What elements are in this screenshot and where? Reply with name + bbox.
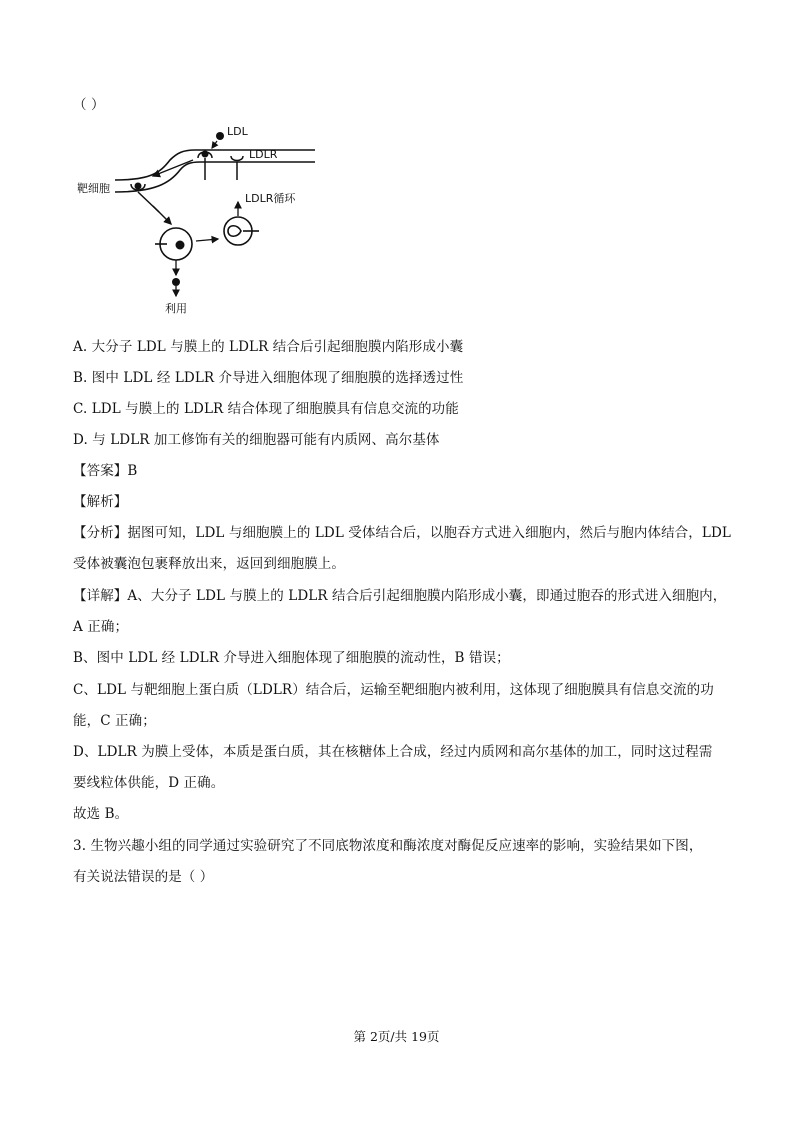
question3-line-2: 有关说法错误的是（ ）: [73, 869, 214, 885]
label-target-cell: 靶细胞: [77, 182, 110, 195]
label-use: 利用: [165, 302, 187, 315]
detail-line-8: 故选 B。: [73, 806, 129, 822]
detail-line-6: D、LDLR 为膜上受体，本质是蛋白质，其在核糖体上合成，经过内质网和高尔基体的加工，同时这过程需: [73, 744, 713, 760]
detail-line-5: 能，C 正确；: [73, 713, 156, 729]
analysis-title: 【解析】: [73, 494, 128, 510]
recycling-vesicle: [224, 217, 259, 245]
option-b: B. 图中 LDL 经 LDLR 介导进入细胞体现了细胞膜的选择透过性: [73, 370, 464, 386]
label-ldlr: LDLR: [249, 148, 278, 161]
option-d: D. 与 LDLR 加工修饰有关的细胞器可能有内质网、高尔基体: [73, 432, 440, 448]
detail-line-4: C、LDL 与靶细胞上蛋白质（LDLR）结合后，运输至靶细胞内被利用，这体现了细胞膜具有信息交流的功: [73, 682, 714, 698]
ldl-particle: [216, 132, 224, 140]
ldl-endocytosis-diagram: [75, 118, 315, 328]
answer: 【答案】B: [73, 463, 138, 479]
analysis-line-2: 受体被囊泡包裹释放出来，返回到细胞膜上。: [73, 556, 345, 572]
page-footer: 第 2页/共 19页: [353, 1029, 440, 1044]
label-ldl: LDL: [227, 125, 248, 138]
option-c: C. LDL 与膜上的 LDLR 结合体现了细胞膜具有信息交流的功能: [73, 401, 459, 417]
question-bracket: （ ）: [73, 97, 105, 113]
receptor-free: [231, 156, 243, 180]
option-a: A. 大分子 LDL 与膜上的 LDLR 结合后引起细胞膜内陷形成小囊: [73, 339, 464, 355]
question3-line-1: 3. 生物兴趣小组的同学通过实验研究了不同底物浓度和酶浓度对酶促反应速率的影响，实验结果如下图，: [73, 838, 703, 854]
detail-line-1: 【详解】A、大分子 LDL 与膜上的 LDLR 结合后引起细胞膜内陷形成小囊，即通过胞吞的形式进入细胞内，: [73, 588, 727, 604]
analysis-line-1: 【分析】据图可知，LDL 与细胞膜上的 LDL 受体结合后，以胞吞方式进入细胞内，然后与胞内体结合，LDL: [73, 525, 731, 541]
detail-line-7: 要线粒体供能，D 正确。: [73, 775, 225, 791]
detail-line-3: B、图中 LDL 经 LDLR 介导进入细胞体现了细胞膜的流动性，B 错误；: [73, 650, 510, 666]
label-ldlr-cycle: LDLR循环: [245, 192, 296, 205]
endosome: [155, 228, 192, 260]
detail-line-2: A 正确；: [73, 619, 129, 635]
